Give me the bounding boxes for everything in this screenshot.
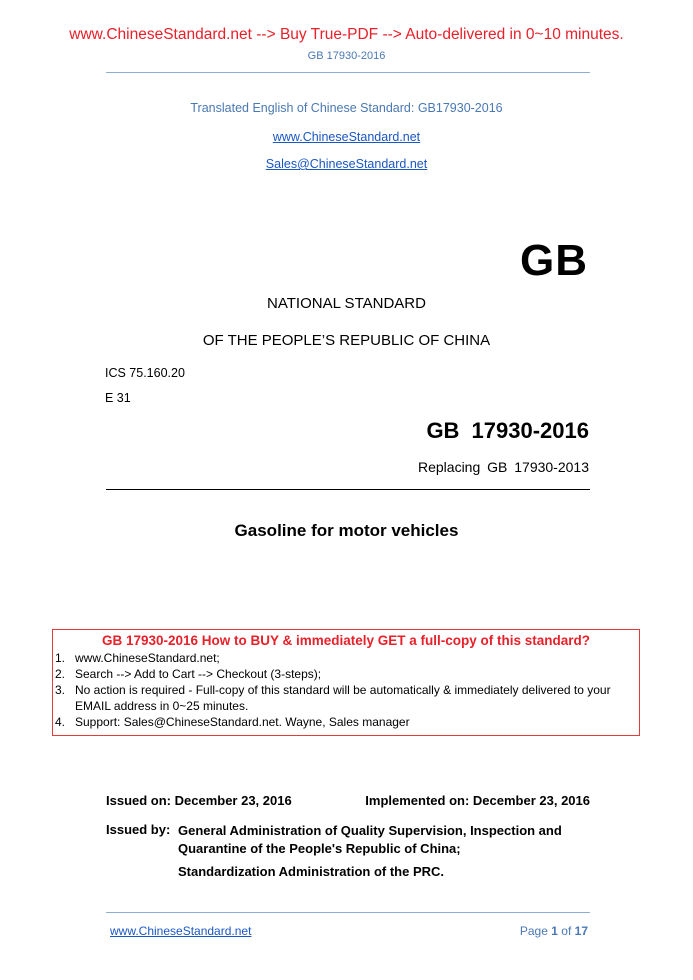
step-text[interactable]: www.ChineseStandard.net;: [75, 651, 220, 665]
top-banner[interactable]: www.ChineseStandard.net --> Buy True-PDF --> Auto-delivered in 0~10 minutes.: [69, 26, 624, 43]
step-number: 4.: [55, 715, 66, 729]
page-current: 1: [551, 924, 558, 938]
buy-steps-list: [53, 650, 639, 730]
issued-on: Issued on: December 23, 2016: [106, 793, 292, 808]
ics-code: ICS 75.160.20: [105, 366, 185, 380]
page-total: 17: [574, 924, 588, 938]
page-of: of: [561, 924, 572, 938]
header-divider: [106, 72, 590, 73]
list-item: [53, 682, 639, 714]
footer-divider: [106, 912, 590, 913]
issue-dates-row: [106, 793, 590, 808]
title-divider: [106, 489, 590, 490]
document-title: Gasoline for motor vehicles: [234, 521, 459, 540]
list-item: [53, 714, 639, 730]
step-number: 3.: [55, 683, 66, 697]
step-text: Support: Sales@ChineseStandard.net. Wayne, Sales manager: [75, 715, 410, 729]
gb-mark: GB: [520, 236, 588, 285]
implemented-on: Implemented on: December 23, 2016: [365, 793, 590, 808]
footer-website-link[interactable]: www.ChineseStandard.net: [110, 924, 252, 938]
translated-note: Translated English of Chinese Standard: GB17930-2016: [190, 101, 503, 115]
page-word: Page: [519, 924, 548, 938]
issued-by-label: Issued by:: [106, 822, 171, 837]
buy-instructions-box: [52, 629, 640, 736]
list-item: [53, 650, 639, 666]
national-standard-heading: NATIONAL STANDARD: [267, 295, 426, 312]
page-indicator: [520, 924, 588, 938]
list-item: [53, 666, 639, 682]
email-link-wrap: [0, 155, 693, 173]
country-heading: OF THE PEOPLE’S REPUBLIC OF CHINA: [202, 332, 491, 349]
website-link[interactable]: www.ChineseStandard.net: [272, 130, 421, 144]
replacing-note: Replacing GB 17930-2013: [417, 459, 589, 475]
ccs-code: E 31: [105, 391, 131, 405]
website-link-wrap: [0, 128, 693, 146]
step-number: 2.: [55, 667, 66, 681]
header-standard-code: GB 17930-2016: [307, 50, 386, 62]
issued-by-authority-2: Standardization Administration of the PRC.: [178, 864, 445, 879]
standard-number: GB 17930-2016: [426, 418, 589, 443]
email-link[interactable]: Sales@ChineseStandard.net: [265, 157, 428, 171]
buy-heading: GB 17930-2016 How to BUY & immediately GET a full-copy of this standard?: [101, 633, 591, 648]
issued-by-authority-1: General Administration of Quality Supervision, Inspection and Quarantine of the People's Republic of China;: [178, 823, 562, 856]
step-text: Search --> Add to Cart --> Checkout (3-steps);: [75, 667, 322, 681]
step-text: No action is required - Full-copy of this standard will be automatically & immediately delivered to your EMAIL address in 0~25 minutes.: [75, 683, 611, 713]
step-number: 1.: [55, 651, 66, 665]
